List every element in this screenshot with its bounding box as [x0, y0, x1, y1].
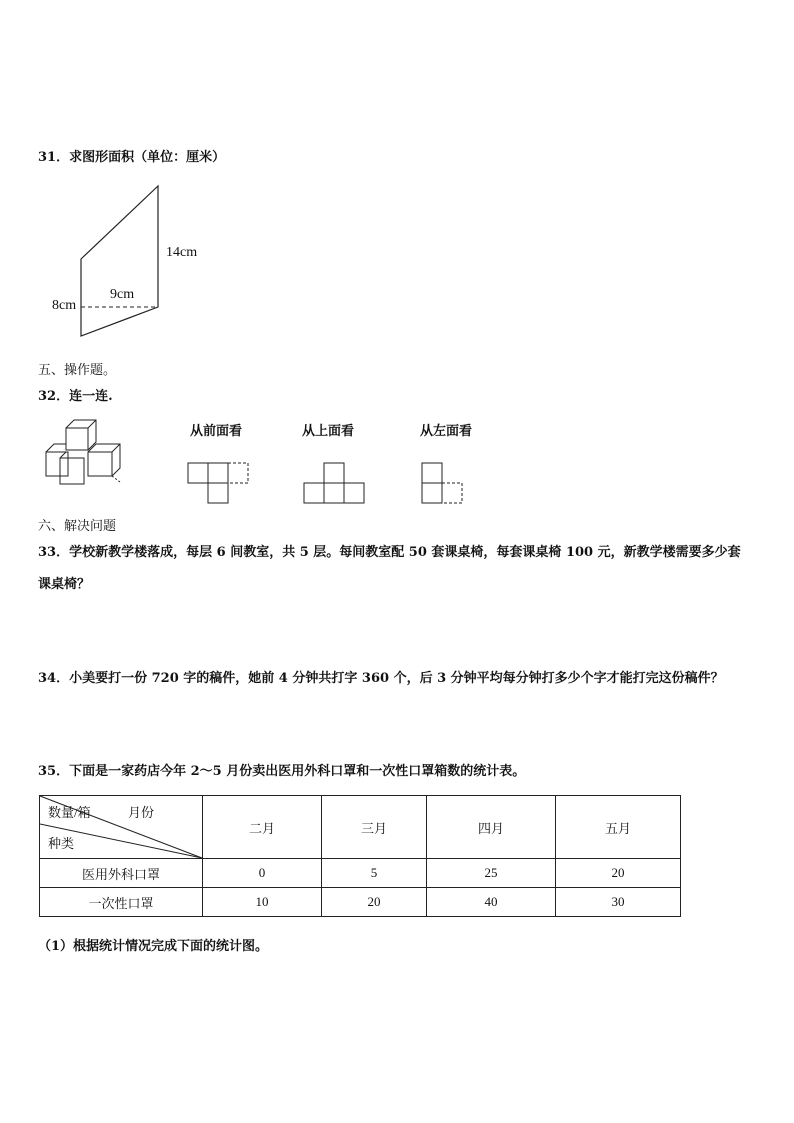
- table-cell: 40: [427, 888, 556, 917]
- q31-title: 31．求图形面积（单位：厘米）: [38, 150, 226, 165]
- table-cell: 25: [427, 859, 556, 888]
- view-label-left: 从左面看: [420, 424, 473, 439]
- view-label-top: 从上面看: [302, 424, 355, 439]
- base-length-label: 9cm: [110, 287, 135, 302]
- diagonal-header-cell: [40, 796, 203, 859]
- table-cell: 10: [203, 888, 322, 917]
- table-cell: 20: [322, 888, 427, 917]
- section-5-heading: 五、操作题。: [38, 363, 117, 378]
- month-header: 四月: [427, 796, 556, 859]
- month-header: 五月: [556, 796, 681, 859]
- header-type-label: 种类: [48, 836, 75, 851]
- q35-subquestion-1: （1）根据统计情况完成下面的统计图。: [38, 939, 269, 954]
- q34-text: 34．小美要打一份 720 字的稿件，她前 4 分钟共打字 360 个，后 3 分钟平均每分钟打多少个字才能打完这份稿件？: [38, 671, 724, 686]
- table-cell: 5: [322, 859, 427, 888]
- table-cell: 30: [556, 888, 681, 917]
- month-header: 二月: [203, 796, 322, 859]
- section-6-heading: 六、解决问题: [38, 519, 117, 534]
- table-header-row: [40, 796, 681, 859]
- table-row: [40, 859, 681, 888]
- q35-title: 35．下面是一家药店今年 2～5 月份卖出医用外科口罩和一次性口罩箱数的统计表。: [38, 764, 526, 779]
- row-label: 一次性口罩: [40, 888, 203, 917]
- q33-text-line2: 课桌椅？: [38, 577, 91, 592]
- side-length-label: 14cm: [166, 245, 198, 260]
- table-cell: 0: [203, 859, 322, 888]
- q32-title: 32．连一连.: [38, 389, 113, 404]
- stats-table: [39, 795, 681, 917]
- view-label-front: 从前面看: [190, 424, 243, 439]
- table-row: [40, 888, 681, 917]
- short-side-label: 8cm: [52, 298, 77, 313]
- q33-text-line1: 33．学校新教学楼落成，每层 6 间教室，共 5 层。每间教室配 50 套课桌椅，每套课桌椅 100 元，新教学楼需要多少套: [38, 545, 741, 560]
- month-header: 三月: [322, 796, 427, 859]
- header-month-label: 月份: [128, 805, 155, 820]
- row-label: 医用外科口罩: [40, 859, 203, 888]
- header-quantity-label: 数量/箱: [48, 805, 91, 820]
- table-cell: 20: [556, 859, 681, 888]
